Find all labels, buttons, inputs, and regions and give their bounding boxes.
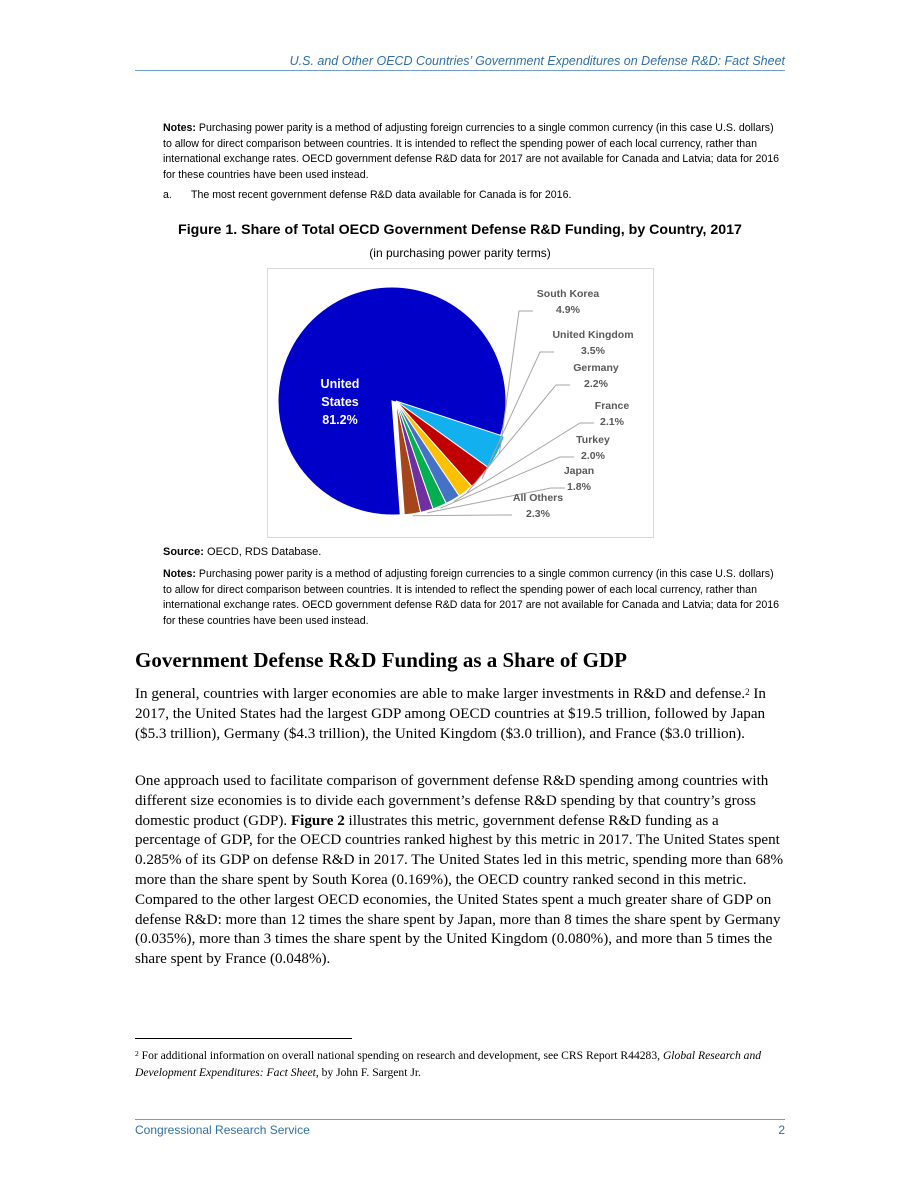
running-header: U.S. and Other OECD Countries’ Government Expenditures on Defense R&D: Fact Sheet: [289, 54, 785, 68]
footer-rule: [135, 1119, 785, 1120]
notes-label: Notes:: [163, 122, 196, 134]
slice-label-south-korea: South Korea: [536, 288, 600, 300]
pie-chart: [268, 269, 653, 537]
paragraph-1-start: In general, countries with larger economies are able to make larger investments in R&D and defense.: [135, 686, 746, 702]
slice-value-all-others: 2.3%: [526, 508, 550, 520]
header-rule: [135, 70, 785, 71]
note-item-text: The most recent government defense R&D data available for Canada is for 2016.: [191, 189, 572, 201]
figure-subtitle: (in purchasing power parity terms): [369, 246, 551, 260]
notes-bottom: [163, 567, 785, 629]
note-item-a: [163, 189, 785, 201]
notes-bottom-text: Purchasing power parity is a method of adjusting foreign currencies to a single common currency (in this case U.S. dollars) to allow for direct comparison between countries. It is intended to reflect the spending power of each local currency, rather than international exchange rates. OECD government defense R&D data for 2017 are not available for Canada and Latvia; data for 2016 for these countries have been used instead.: [163, 568, 780, 627]
slice-label-france: France: [594, 400, 630, 412]
notes-top: [163, 121, 785, 183]
slice-value-japan: 1.8%: [567, 481, 591, 493]
footnote-report-title: Global Research and Development Expenditures: Fact Sheet: [135, 1049, 762, 1079]
slice-label-united-kingdom: United Kingdom: [552, 329, 634, 341]
paragraph-2-end: illustrates this metric, government defense R&D funding as a percentage of GDP, for the OECD countries ranked highest by this metric in 2017. The United States spent 0.285% of its GDP on defense R&D in 2017. The United States led in this metric, spending more than 68% more than the share spent by South Korea (0.169%), the OECD country ranked second in this metric. Compared to the other largest OECD economies, the United States spent a much greater share of GDP on defense R&D: more than 12 times the share spent by Japan, more than 8 times the share spent by Germany (0.035%), more than 3 times the share spent by the United Kingdom (0.080%), and more than 5 times the share spent by France (0.048%).: [135, 812, 784, 968]
slice-value-germany: 2.2%: [584, 378, 608, 390]
footnote-ref[interactable]: 2: [745, 687, 750, 697]
pie-chart-frame: [267, 268, 654, 538]
footer-publisher: Congressional Research Service: [135, 1123, 310, 1137]
note-item-marker: a.: [163, 189, 172, 201]
notes-text: Purchasing power parity is a method of adjusting foreign currencies to a single common currency (in this case U.S. dollars) to allow for direct comparison between countries. It is intended to reflect the spending power of each local currency, rather than international exchange rates. OECD government defense R&D data for 2017 are not available for Canada and Latvia; data for 2016 for these countries have been used instead.: [163, 122, 780, 181]
paragraph-2-start: One approach used to facilitate comparison of government defense R&D spending among countries with different size economies is to divide each government’s defense R&D spending by that country’s gross domestic product (GDP).: [135, 773, 769, 829]
notes-bottom-label: Notes:: [163, 568, 196, 580]
slice-inside-label-line-2: States: [321, 395, 359, 409]
footnote-rule: [135, 1038, 352, 1039]
slice-label-germany: Germany: [573, 362, 619, 374]
figure-title: Figure 1. Share of Total OECD Government Defense R&D Funding, by Country, 2017: [178, 222, 742, 238]
slice-inside-label-line-1: United: [320, 377, 360, 391]
source-text: OECD, RDS Database.: [203, 546, 322, 558]
footnote-text-2: , by John F. Sargent Jr.: [315, 1066, 421, 1079]
slice-inside-label-line-3: 81.2%: [322, 413, 358, 427]
page-number: 2: [778, 1123, 785, 1137]
slice-value-united-kingdom: 3.5%: [581, 345, 605, 357]
slice-label-turkey: Turkey: [576, 434, 610, 446]
figure-2-reference: Figure 2: [290, 812, 345, 829]
paragraph-1-end: In 2017, the United States had the largest GDP among OECD countries at $19.5 trillion, followed by Japan ($5.3 trillion), Germany ($4.3 trillion), the United Kingdom ($3.0 trillion), and France ($3.0 trillion).: [135, 686, 766, 742]
paragraph-1: [135, 685, 785, 744]
slice-value-south-korea: 4.9%: [556, 304, 580, 316]
paragraph-2: [135, 772, 785, 970]
slice-value-turkey: 2.0%: [581, 450, 605, 462]
leader-line-all-others: [413, 515, 512, 516]
slice-label-all-others: All Others: [512, 492, 564, 504]
source-label: Source:: [163, 546, 204, 558]
footnote: [135, 1047, 785, 1081]
slice-label-japan: Japan: [563, 465, 595, 477]
slice-value-france: 2.1%: [600, 416, 624, 428]
footnote-number: 2: [135, 1049, 139, 1058]
section-heading: Government Defense R&D Funding as a Share of GDP: [135, 648, 627, 672]
footnote-text-1: For additional information on overall national spending on research and development, see CRS Report R44283,: [138, 1049, 663, 1062]
source-line: [163, 546, 321, 558]
